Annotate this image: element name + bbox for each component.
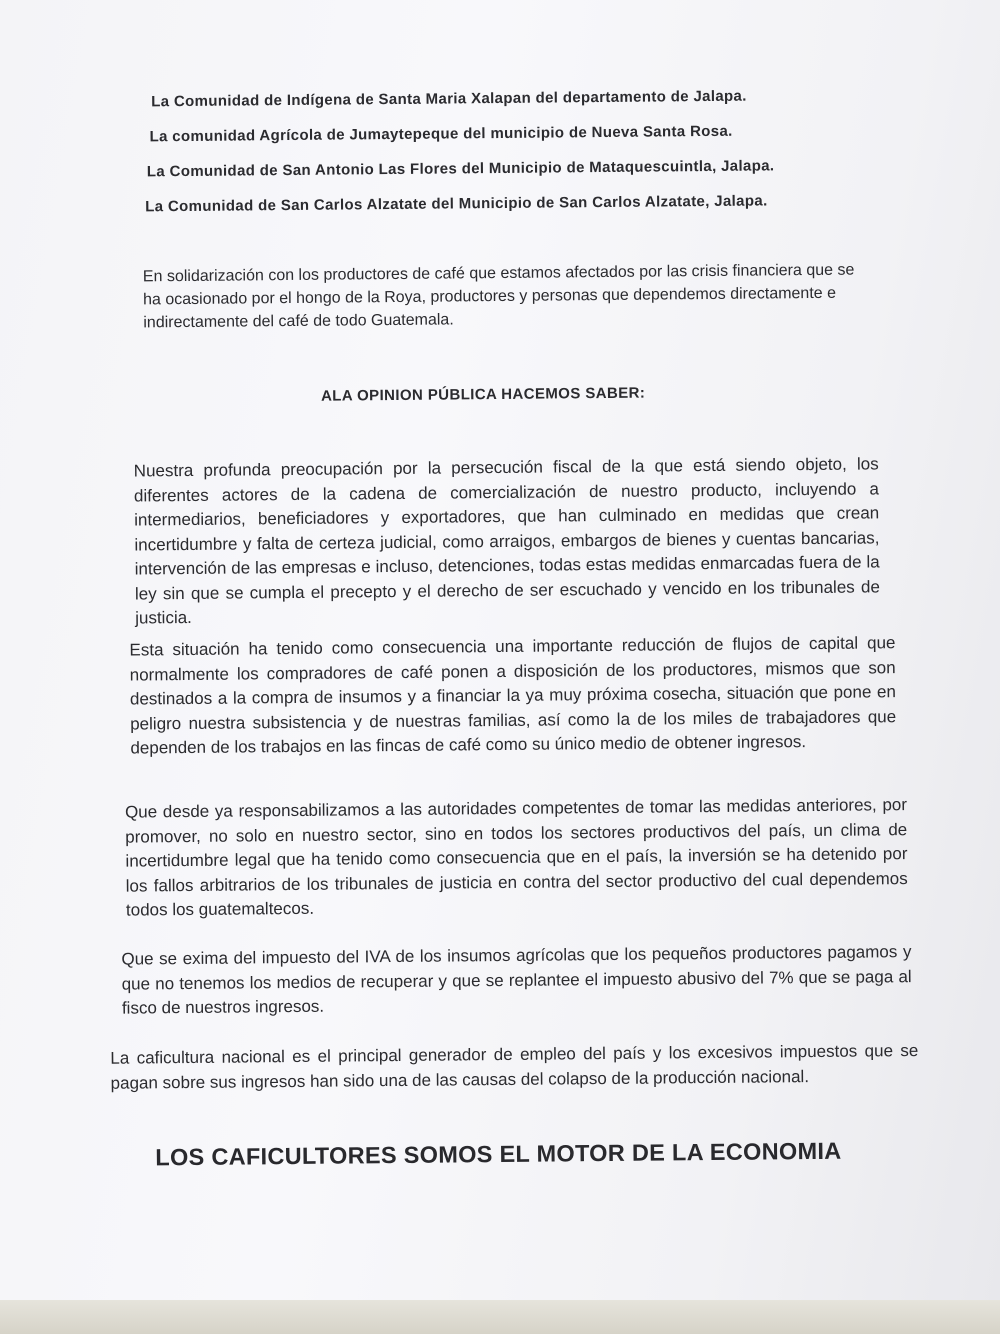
community-line-1: La Comunidad de Indígena de Santa Maria Xalapan del departamento de Jalapa. (151, 87, 747, 111)
table-surface (0, 1300, 1000, 1334)
community-line-3: La Comunidad de San Antonio Las Flores del Municipio de Mataquescuintla, Jalapa. (146, 157, 775, 181)
public-notice-heading: ALA OPINION PÚBLICA HACEMOS SABER: (320, 384, 646, 405)
paragraph-coffee-employment: La caficultura nacional es el principal generador de empleo del país y los excesivos impuestos que se pagan sobre sus ingresos han sido una de las causas del colapso de la producción nacional. (110, 1041, 919, 1093)
paragraph-iva-exemption: Que se exima del impuesto del IVA de los insumos agrícolas que los pequeños productores pagamos y que no tenemos los medios de recuperar y que se replantee el impuesto abusivo del 7% que se paga al fisco de nuestros ingresos. (121, 942, 912, 1018)
intro-paragraph: En solidarización con los productores de café que estamos afectados por las crisis financiera que se ha ocasionado por el hongo de la Roya, productores y personas que dependemos directamente e indirectamente del café de todo Guatemala. (142, 261, 855, 332)
closing-slogan: LOS CAFICULTORES SOMOS EL MOTOR DE LA ECONOMIA (155, 1137, 842, 1171)
paragraph-responsibility: Que desde ya responsabilizamos a las autoridades competentes de tomar las medidas anteriores, por promover, no solo en nuestro sector, sino en todos los sectores productivos del país, un clima de incertidumbre legal que ha tenido como consecuencia que en el país, la inversión se ha detenido por los fallos arbitrarios de los tribunales de justicia en contra del sector productivo del cual dependemos todos los guatemaltecos. (124, 795, 908, 920)
community-line-2: La comunidad Agrícola de Jumaytepeque del municipio de Nueva Santa Rosa. (149, 122, 733, 146)
community-line-4: La Comunidad de San Carlos Alzatate del Municipio de San Carlos Alzatate, Jalapa. (145, 192, 768, 216)
paragraph-persecution: Nuestra profunda preocupación por la persecución fiscal de la que está siendo objeto, los diferentes actores de la cadena de comercialización de nuestro producto, incluyendo a intermediarios, beneficiadores y exportadores, que han culminado en medidas que crean incertidumbre y falta de certeza judicial, como arraigos, embargos de bienes y cuentas bancarias, intervención de las empresas e incluso, detenciones, todas estas medidas enmarcadas fuera de la ley sin que se cumpla el precepto y el derecho de ser escuchado y vencido en los tribunales de justicia. (133, 454, 880, 628)
paragraph-capital-reduction: Esta situación ha tenido como consecuencia una importante reducción de flujos de capital que normalmente los compradores de café ponen a disposición de los productores, mismos que son destinados a la compra de insumos y a financiar la ya muy próxima cosecha, situación que pone en peligro nuestra subsistencia y de nuestras familias, así como la de los miles de trabajadores que dependen de los trabajos en las fincas de café como su único medio de obtener ingresos. (129, 633, 897, 758)
